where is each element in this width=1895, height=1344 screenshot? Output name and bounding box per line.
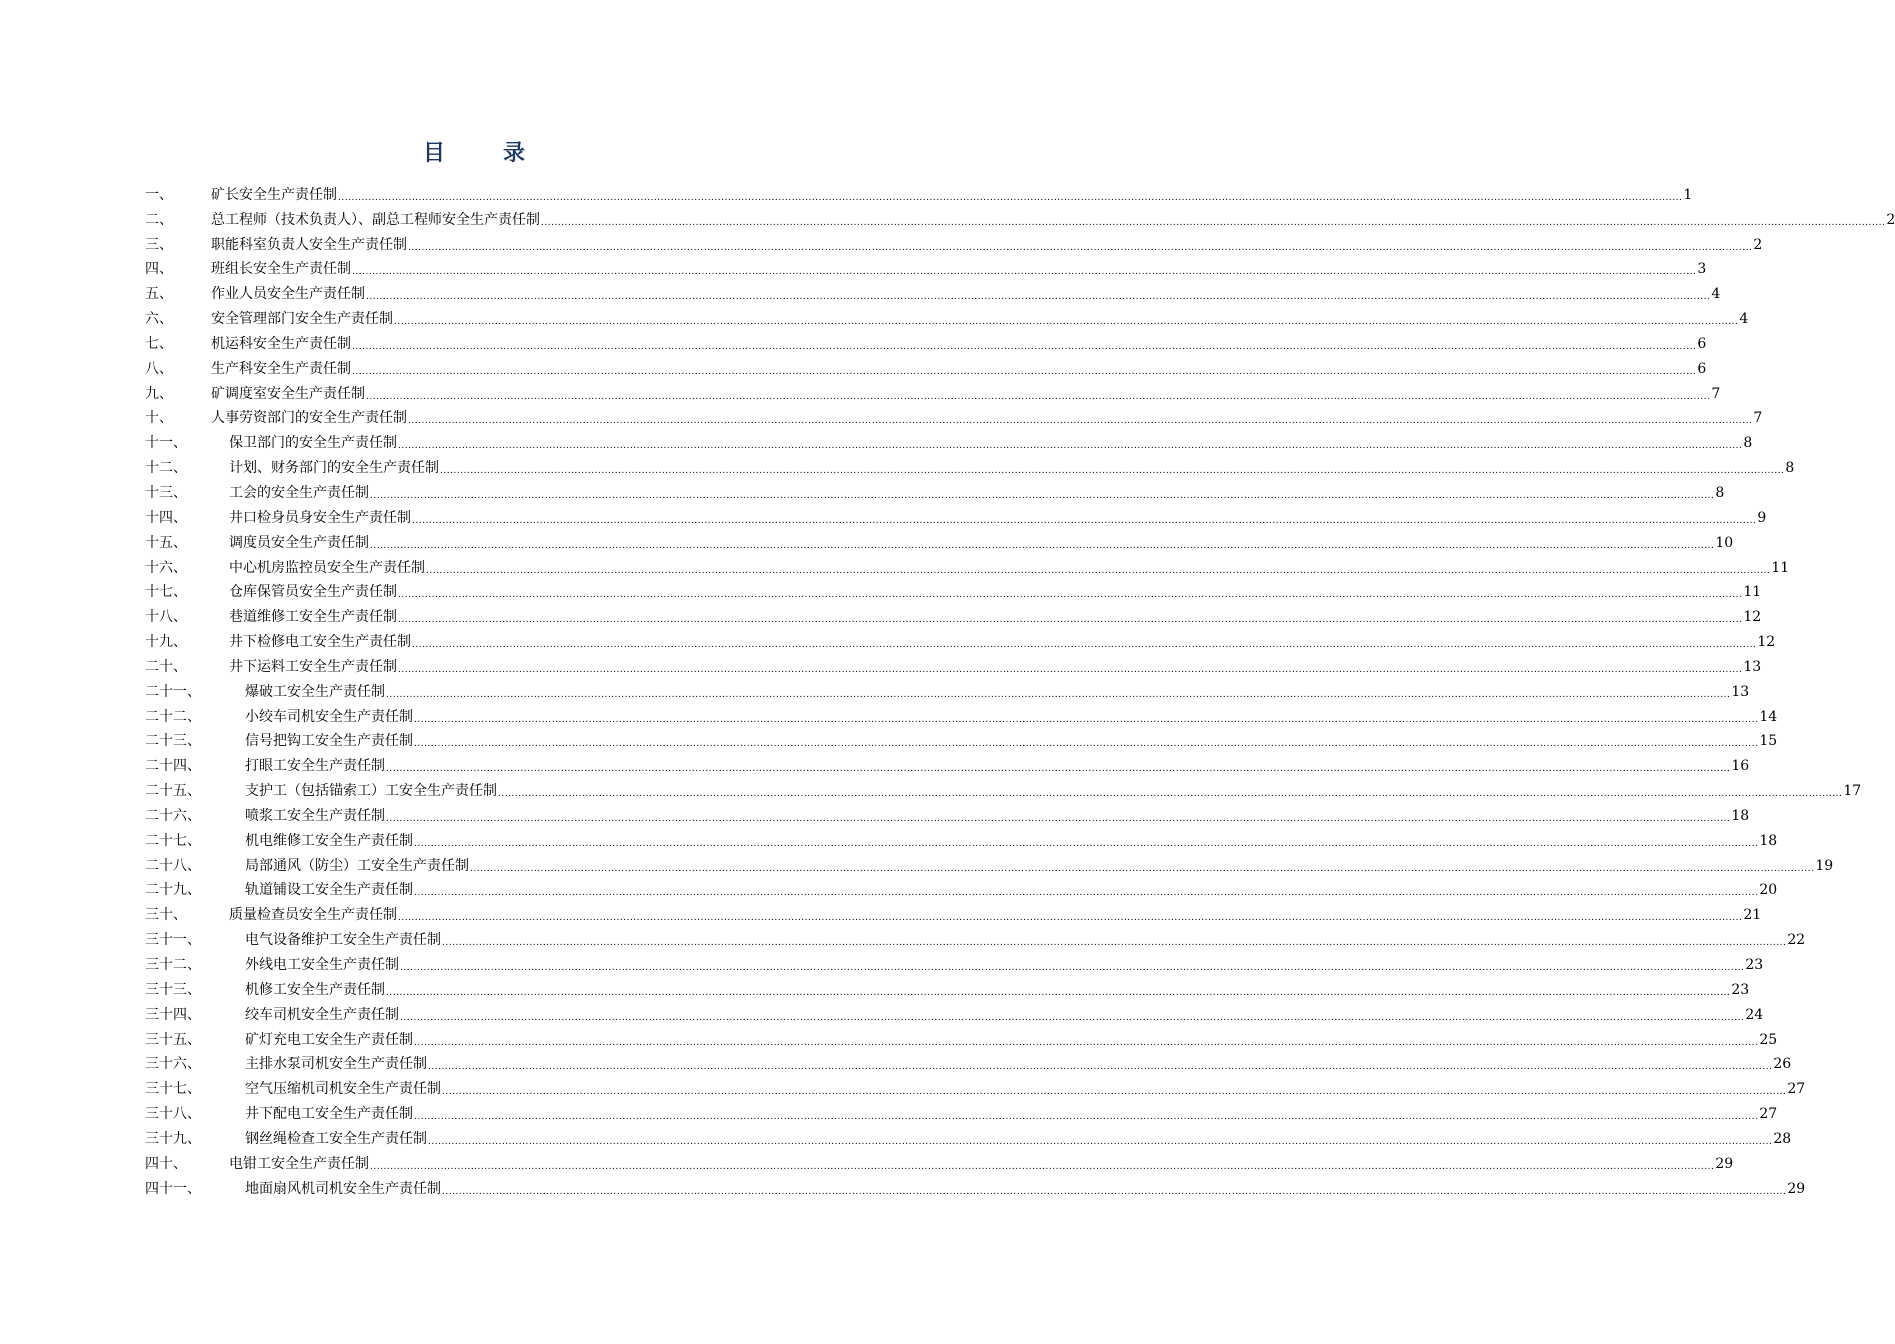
toc-entry[interactable] <box>145 701 1778 726</box>
toc-entry-page: 8 <box>1785 460 1795 477</box>
toc-entry-title: 打眼工安全生产责任制 <box>245 758 385 775</box>
toc-entry-title: 空气压缩机司机安全生产责任制 <box>245 1081 441 1098</box>
toc-entry[interactable] <box>145 328 1707 353</box>
toc-dot-leader: ................................................................................................................................................................................................................................................................................................................................................................................................................ <box>442 938 1787 949</box>
toc-entry[interactable] <box>145 552 1790 577</box>
toc-entry-number: 三、 <box>145 236 173 253</box>
toc-entry-title: 人事劳资部门的安全生产责任制 <box>211 410 407 427</box>
toc-dot-leader: ................................................................................................................................................................................................................................................................................................................................................................................................................ <box>366 292 1711 303</box>
toc-entry-page: 13 <box>1743 658 1762 675</box>
toc-dot-leader: ................................................................................................................................................................................................................................................................................................................................................................................................................ <box>408 242 1753 253</box>
toc-entry-page: 15 <box>1759 733 1778 750</box>
toc-entry-number: 十七、 <box>145 584 187 601</box>
toc-entry[interactable] <box>145 303 1749 328</box>
toc-entry-number: 十一、 <box>145 435 187 452</box>
toc-entry-number: 三十八、 <box>145 1106 201 1123</box>
toc-dot-leader: ................................................................................................................................................................................................................................................................................................................................................................................................................ <box>394 317 1739 328</box>
toc-entry[interactable] <box>145 850 1834 875</box>
toc-entry-title: 轨道铺设工安全生产责任制 <box>245 882 413 899</box>
toc-dot-leader: ................................................................................................................................................................................................................................................................................................................................................................................................................ <box>370 490 1715 501</box>
toc-dot-leader: ................................................................................................................................................................................................................................................................................................................................................................................................................ <box>414 888 1759 899</box>
toc-entry[interactable] <box>145 1073 1806 1098</box>
toc-entry-page: 8 <box>1715 484 1725 501</box>
toc-dot-leader: ................................................................................................................................................................................................................................................................................................................................................................................................................ <box>352 341 1697 352</box>
toc-entry[interactable] <box>145 974 1750 999</box>
toc-entry-number: 二十九、 <box>145 882 201 899</box>
toc-entry[interactable] <box>145 278 1721 303</box>
toc-entry-title: 中心机房监控员安全生产责任制 <box>229 559 425 576</box>
toc-dot-leader: ................................................................................................................................................................................................................................................................................................................................................................................................................ <box>412 515 1757 526</box>
toc-entry-title: 钢丝绳检查工安全生产责任制 <box>245 1130 427 1147</box>
toc-entry-number: 二十七、 <box>145 832 201 849</box>
toc-entry-title: 职能科室负责人安全生产责任制 <box>211 236 407 253</box>
toc-entry-page: 25 <box>1759 1031 1778 1048</box>
toc-entry-number: 二十二、 <box>145 708 201 725</box>
toc-entry-number: 三十九、 <box>145 1130 201 1147</box>
toc-entry-number: 四、 <box>145 261 173 278</box>
toc-dot-leader: ................................................................................................................................................................................................................................................................................................................................................................................................................ <box>408 416 1753 427</box>
toc-entry[interactable] <box>145 1024 1778 1049</box>
toc-entry-title: 矿长安全生产责任制 <box>211 186 337 203</box>
toc-entry-title: 电气设备维护工安全生产责任制 <box>245 932 441 949</box>
toc-entry-page: 27 <box>1759 1106 1778 1123</box>
toc-entry-number: 十二、 <box>145 460 187 477</box>
toc-dot-leader: ................................................................................................................................................................................................................................................................................................................................................................................................................ <box>386 813 1731 824</box>
toc-dot-leader: ................................................................................................................................................................................................................................................................................................................................................................................................................ <box>428 1136 1773 1147</box>
toc-entry-title: 井下配电工安全生产责任制 <box>245 1106 413 1123</box>
toc-entry-title: 生产科安全生产责任制 <box>211 360 351 377</box>
toc-entry-number: 七、 <box>145 335 173 352</box>
toc-entry-page: 6 <box>1697 335 1707 352</box>
toc-entry-title: 机修工安全生产责任制 <box>245 981 385 998</box>
toc-dot-leader: ................................................................................................................................................................................................................................................................................................................................................................................................................ <box>398 913 1743 924</box>
toc-entry[interactable] <box>145 502 1767 527</box>
toc-entry-title: 喷浆工安全生产责任制 <box>245 807 385 824</box>
toc-entry[interactable] <box>145 1123 1792 1148</box>
toc-entry-page: 18 <box>1759 832 1778 849</box>
toc-dot-leader: ................................................................................................................................................................................................................................................................................................................................................................................................................ <box>442 1087 1787 1098</box>
table-of-contents <box>145 179 1895 1198</box>
toc-entry-page: 3 <box>1697 261 1707 278</box>
toc-entry-page: 8 <box>1743 435 1753 452</box>
toc-entry-page: 20 <box>1759 882 1778 899</box>
toc-entry-number: 十九、 <box>145 634 187 651</box>
toc-entry-title: 绞车司机安全生产责任制 <box>245 1006 399 1023</box>
toc-dot-leader: ................................................................................................................................................................................................................................................................................................................................................................................................................ <box>442 1186 1787 1197</box>
toc-entry[interactable] <box>145 750 1750 775</box>
toc-entry-number: 三十、 <box>145 907 187 924</box>
toc-entry-number: 二十三、 <box>145 733 201 750</box>
toc-entry-page: 9 <box>1757 509 1767 526</box>
toc-entry-page: 23 <box>1731 981 1750 998</box>
toc-entry-number: 四十一、 <box>145 1180 201 1197</box>
toc-entry[interactable] <box>145 1148 1734 1173</box>
toc-entry[interactable] <box>145 353 1707 378</box>
toc-entry[interactable] <box>145 1173 1806 1198</box>
toc-entry-page: 16 <box>1731 758 1750 775</box>
toc-entry-page: 24 <box>1745 1006 1764 1023</box>
toc-entry-page: 7 <box>1753 410 1763 427</box>
toc-entry-number: 二十、 <box>145 658 187 675</box>
toc-dot-leader: ................................................................................................................................................................................................................................................................................................................................................................................................................ <box>440 466 1785 477</box>
toc-entry-page: 29 <box>1715 1155 1734 1172</box>
toc-entry-page: 6 <box>1697 360 1707 377</box>
toc-entry[interactable] <box>145 899 1762 924</box>
toc-entry[interactable] <box>145 949 1764 974</box>
toc-entry-title: 作业人员安全生产责任制 <box>211 286 365 303</box>
toc-dot-leader: ................................................................................................................................................................................................................................................................................................................................................................................................................ <box>428 1062 1773 1073</box>
title-char-2: 录 <box>503 140 528 166</box>
title-char-1: 目 <box>422 140 447 166</box>
toc-entry-number: 二十五、 <box>145 783 201 800</box>
toc-entry-title: 局部通风（防尘）工安全生产责任制 <box>245 857 469 874</box>
toc-entry-page: 13 <box>1731 683 1750 700</box>
toc-entry-page: 19 <box>1815 857 1834 874</box>
toc-entry[interactable] <box>145 924 1806 949</box>
toc-dot-leader: ................................................................................................................................................................................................................................................................................................................................................................................................................ <box>426 565 1771 576</box>
toc-entry-page: 4 <box>1711 286 1721 303</box>
toc-entry-title: 外线电工安全生产责任制 <box>245 957 399 973</box>
toc-entry-page: 18 <box>1731 807 1750 824</box>
toc-dot-leader: ................................................................................................................................................................................................................................................................................................................................................................................................................ <box>414 739 1759 750</box>
toc-entry-title: 安全管理部门安全生产责任制 <box>211 311 393 328</box>
toc-dot-leader: ................................................................................................................................................................................................................................................................................................................................................................................................................ <box>370 540 1715 551</box>
toc-entry-number: 三十二、 <box>145 957 201 973</box>
toc-dot-leader: ................................................................................................................................................................................................................................................................................................................................................................................................................ <box>366 391 1711 402</box>
toc-entry-number: 三十七、 <box>145 1081 201 1098</box>
toc-entry-title: 井下运料工安全生产责任制 <box>229 658 397 675</box>
toc-entry[interactable] <box>145 403 1763 428</box>
toc-entry[interactable] <box>145 1049 1792 1074</box>
toc-entry[interactable] <box>145 825 1778 850</box>
toc-entry[interactable] <box>145 676 1750 701</box>
toc-dot-leader: ................................................................................................................................................................................................................................................................................................................................................................................................................ <box>398 590 1743 601</box>
toc-entry-title: 计划、财务部门的安全生产责任制 <box>229 460 439 477</box>
toc-dot-leader: ................................................................................................................................................................................................................................................................................................................................................................................................................ <box>398 441 1743 452</box>
toc-dot-leader: ................................................................................................................................................................................................................................................................................................................................................................................................................ <box>470 863 1815 874</box>
toc-entry-title: 主排水泵司机安全生产责任制 <box>245 1056 427 1073</box>
toc-entry-page: 4 <box>1739 311 1749 328</box>
toc-entry-page: 11 <box>1771 559 1790 576</box>
toc-entry-number: 九、 <box>145 385 173 402</box>
toc-entry-number: 三十一、 <box>145 932 201 949</box>
toc-dot-leader: ................................................................................................................................................................................................................................................................................................................................................................................................................ <box>370 1161 1715 1172</box>
toc-entry-title: 质量检查员安全生产责任制 <box>229 907 397 924</box>
toc-dot-leader: ................................................................................................................................................................................................................................................................................................................................................................................................................ <box>338 192 1683 203</box>
toc-entry-number: 二十一、 <box>145 683 201 700</box>
toc-entry-number: 八、 <box>145 360 173 377</box>
toc-dot-leader: ................................................................................................................................................................................................................................................................................................................................................................................................................ <box>386 689 1731 700</box>
toc-entry-number: 二十八、 <box>145 857 201 874</box>
toc-dot-leader: ................................................................................................................................................................................................................................................................................................................................................................................................................ <box>386 764 1731 775</box>
toc-entry[interactable] <box>145 626 1776 651</box>
toc-entry-number: 三十三、 <box>145 981 201 998</box>
toc-entry-page: 26 <box>1773 1056 1792 1073</box>
toc-entry-title: 工会的安全生产责任制 <box>229 484 369 501</box>
toc-dot-leader: ................................................................................................................................................................................................................................................................................................................................................................................................................ <box>398 664 1743 675</box>
toc-entry-title: 爆破工安全生产责任制 <box>245 683 385 700</box>
toc-entry-page: 2 <box>1886 211 1895 228</box>
toc-entry-page: 14 <box>1759 708 1778 725</box>
toc-entry-number: 二、 <box>145 211 173 228</box>
toc-entry-number: 十六、 <box>145 559 187 576</box>
toc-entry-number: 五、 <box>145 286 173 303</box>
toc-dot-leader: ................................................................................................................................................................................................................................................................................................................................................................................................................ <box>541 217 1886 228</box>
toc-entry-title: 仓库保管员安全生产责任制 <box>229 584 397 601</box>
toc-entry-number: 二十六、 <box>145 807 201 824</box>
toc-entry-number: 十四、 <box>145 509 187 526</box>
toc-entry-number: 三十四、 <box>145 1006 201 1023</box>
toc-entry-title: 矿灯充电工安全生产责任制 <box>245 1031 413 1048</box>
toc-dot-leader: ................................................................................................................................................................................................................................................................................................................................................................................................................ <box>414 838 1759 849</box>
toc-dot-leader: ................................................................................................................................................................................................................................................................................................................................................................................................................ <box>400 1012 1745 1023</box>
toc-dot-leader: ................................................................................................................................................................................................................................................................................................................................................................................................................ <box>352 267 1697 278</box>
toc-entry-page: 7 <box>1711 385 1721 402</box>
toc-entry-title: 保卫部门的安全生产责任制 <box>229 435 397 452</box>
toc-entry[interactable] <box>145 477 1725 502</box>
toc-entry[interactable] <box>145 651 1762 676</box>
toc-entry[interactable] <box>145 726 1778 751</box>
toc-entry-title: 支护工（包括锚索工）工安全生产责任制 <box>245 783 497 800</box>
toc-entry-page: 27 <box>1787 1081 1806 1098</box>
toc-dot-leader: ................................................................................................................................................................................................................................................................................................................................................................................................................ <box>398 615 1743 626</box>
toc-entry[interactable] <box>145 577 1762 602</box>
toc-entry[interactable] <box>145 254 1707 279</box>
toc-entry-number: 二十四、 <box>145 758 201 775</box>
toc-dot-leader: ................................................................................................................................................................................................................................................................................................................................................................................................................ <box>386 987 1731 998</box>
toc-dot-leader: ................................................................................................................................................................................................................................................................................................................................................................................................................ <box>400 963 1745 973</box>
toc-entry-page: 29 <box>1787 1180 1806 1197</box>
toc-entry-title: 班组长安全生产责任制 <box>211 261 351 278</box>
toc-entry-page: 2 <box>1753 236 1763 253</box>
toc-dot-leader: ................................................................................................................................................................................................................................................................................................................................................................................................................ <box>414 714 1759 725</box>
toc-entry[interactable] <box>145 378 1721 403</box>
toc-entry-page: 11 <box>1743 584 1762 601</box>
toc-entry-number: 一、 <box>145 186 173 203</box>
toc-entry-page: 23 <box>1745 957 1764 973</box>
toc-entry-title: 电钳工安全生产责任制 <box>229 1155 369 1172</box>
toc-dot-leader: ................................................................................................................................................................................................................................................................................................................................................................................................................ <box>414 1037 1759 1048</box>
toc-entry-title: 小绞车司机安全生产责任制 <box>245 708 413 725</box>
toc-entry-title: 巷道维修工安全生产责任制 <box>229 609 397 626</box>
toc-entry-page: 10 <box>1715 534 1734 551</box>
toc-entry[interactable] <box>145 204 1895 229</box>
toc-entry-page: 17 <box>1843 783 1862 800</box>
toc-entry[interactable] <box>145 427 1753 452</box>
toc-entry-number: 三十五、 <box>145 1031 201 1048</box>
toc-entry-title: 总工程师（技术负责人）、副总工程师安全生产责任制 <box>211 211 540 228</box>
toc-entry-number: 十八、 <box>145 609 187 626</box>
toc-entry-number: 十三、 <box>145 484 187 501</box>
toc-dot-leader: ................................................................................................................................................................................................................................................................................................................................................................................................................ <box>352 366 1697 377</box>
toc-entry[interactable] <box>145 800 1750 825</box>
toc-entry-title: 地面扇风机司机安全生产责任制 <box>245 1180 441 1197</box>
toc-entry[interactable] <box>145 999 1764 1024</box>
toc-entry-title: 机运科安全生产责任制 <box>211 335 351 352</box>
toc-entry-number: 十、 <box>145 410 173 427</box>
toc-entry-number: 十五、 <box>145 534 187 551</box>
toc-entry-title: 井下检修电工安全生产责任制 <box>229 634 411 651</box>
toc-dot-leader: ................................................................................................................................................................................................................................................................................................................................................................................................................ <box>412 640 1757 651</box>
toc-entry-title: 信号把钩工安全生产责任制 <box>245 733 413 750</box>
toc-entry-number: 三十六、 <box>145 1056 201 1073</box>
toc-entry[interactable] <box>145 179 1693 204</box>
toc-entry[interactable] <box>145 229 1763 254</box>
toc-entry[interactable] <box>145 875 1778 900</box>
toc-dot-leader: ................................................................................................................................................................................................................................................................................................................................................................................................................ <box>414 1112 1759 1123</box>
toc-entry[interactable] <box>145 452 1795 477</box>
toc-entry-title: 矿调度室安全生产责任制 <box>211 385 365 402</box>
toc-entry-title: 井口检身员身安全生产责任制 <box>229 509 411 526</box>
toc-entry[interactable] <box>145 775 1862 800</box>
toc-dot-leader: ................................................................................................................................................................................................................................................................................................................................................................................................................ <box>498 789 1843 800</box>
toc-entry-title: 调度员安全生产责任制 <box>229 534 369 551</box>
toc-entry[interactable] <box>145 1098 1778 1123</box>
toc-entry-page: 12 <box>1757 634 1776 651</box>
toc-entry-number: 六、 <box>145 311 173 328</box>
toc-entry-page: 1 <box>1683 186 1693 203</box>
toc-entry-title: 机电维修工安全生产责任制 <box>245 832 413 849</box>
toc-entry[interactable] <box>145 601 1762 626</box>
toc-entry-number: 四十、 <box>145 1155 187 1172</box>
toc-entry[interactable] <box>145 527 1734 552</box>
toc-entry-page: 21 <box>1743 907 1762 924</box>
toc-entry-page: 12 <box>1743 609 1762 626</box>
toc-entry-page: 28 <box>1773 1130 1792 1147</box>
page-title <box>0 136 950 167</box>
toc-entry-page: 22 <box>1787 932 1806 949</box>
